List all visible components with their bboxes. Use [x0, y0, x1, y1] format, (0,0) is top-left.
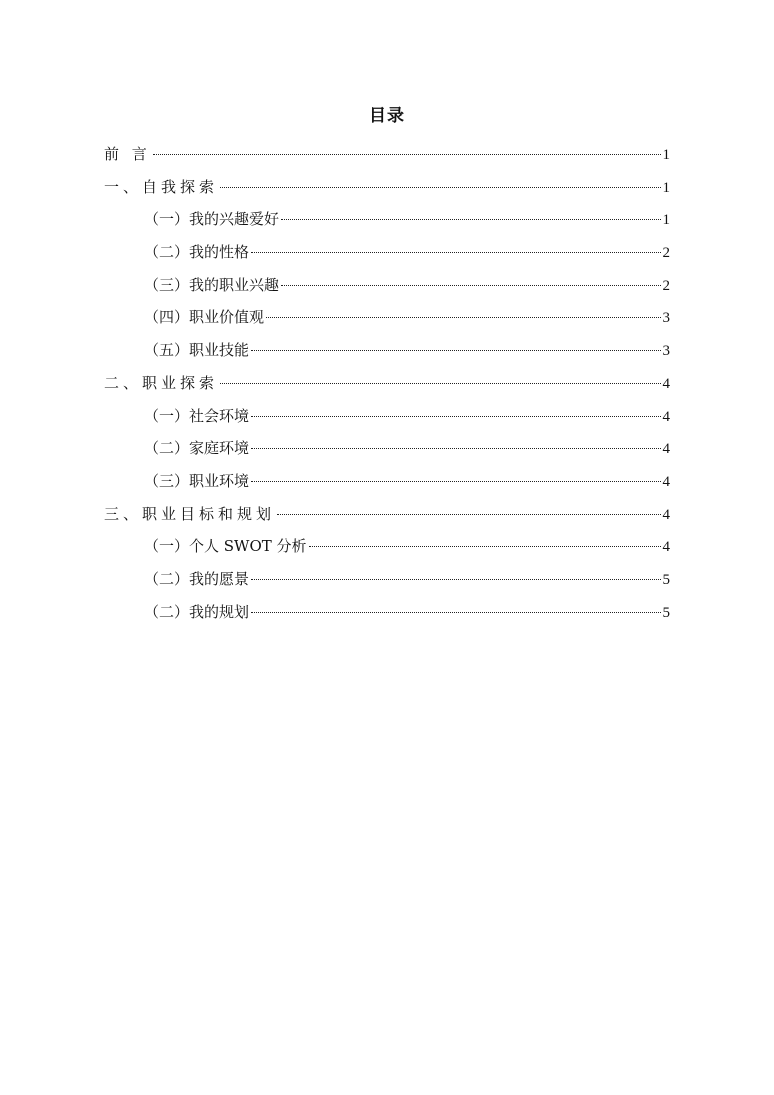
toc-entry-title: （一）社会环境 [144, 406, 250, 425]
toc-list [104, 142, 670, 632]
toc-entry-title: （一）我的兴趣爱好 [144, 210, 280, 229]
toc-page-number: 5 [662, 604, 670, 621]
toc-entry-title: （五）职业技能 [144, 341, 250, 360]
toc-entry[interactable] [104, 436, 670, 469]
toc-entry-title: （二）我的性格 [144, 243, 250, 262]
dot-leader [251, 416, 660, 417]
toc-entry[interactable] [104, 305, 670, 338]
toc-entry-title: （四）职业价值观 [144, 308, 265, 327]
toc-entry-title: （二）我的规划 [144, 602, 250, 621]
toc-page-number: 4 [662, 441, 670, 458]
toc-entry-title: 二、职业探索 [104, 373, 219, 392]
dot-leader [251, 448, 660, 449]
toc-page-number: 4 [662, 506, 670, 523]
toc-entry[interactable] [104, 469, 670, 502]
toc-page-number: 4 [662, 375, 670, 392]
toc-entry[interactable] [104, 207, 670, 240]
toc-entry-title: （二）我的愿景 [144, 569, 250, 588]
toc-page-number: 4 [662, 539, 670, 556]
dot-leader [220, 187, 660, 188]
toc-entry[interactable] [104, 502, 670, 535]
dot-leader [251, 579, 660, 580]
toc-entry[interactable] [104, 175, 670, 208]
toc-entry[interactable] [104, 273, 670, 306]
toc-entry[interactable] [104, 600, 670, 633]
toc-entry-title: 三、职业目标和规划 [104, 504, 276, 523]
dot-leader [266, 317, 660, 318]
toc-entry-title: （一）个人 SWOT 分析 [144, 537, 307, 556]
toc-page-number: 1 [662, 212, 670, 229]
toc-entry-title: （三）我的职业兴趣 [144, 275, 280, 294]
toc-page-number: 2 [662, 245, 670, 262]
toc-entry[interactable] [104, 404, 670, 437]
toc-page-number: 3 [662, 343, 670, 360]
dot-leader [277, 514, 660, 515]
toc-title: 目录 [369, 106, 405, 126]
toc-entry[interactable] [104, 142, 670, 175]
dot-leader [220, 383, 660, 384]
toc-entry[interactable] [104, 338, 670, 371]
toc-page-number: 5 [662, 571, 670, 588]
toc-entry-title: （三）职业环境 [144, 471, 250, 490]
dot-leader [251, 612, 660, 613]
dot-leader [251, 252, 660, 253]
toc-entry[interactable] [104, 567, 670, 600]
toc-page-number: 4 [662, 473, 670, 490]
toc-page-number: 4 [662, 408, 670, 425]
dot-leader [153, 154, 661, 155]
dot-leader [251, 481, 660, 482]
dot-leader [251, 350, 660, 351]
toc-page-number: 3 [662, 310, 670, 327]
toc-page-number: 1 [662, 179, 670, 196]
toc-entry[interactable] [104, 371, 670, 404]
toc-entry-title: 前 言 [104, 145, 151, 163]
toc-entry[interactable] [104, 240, 670, 273]
toc-entry-title: （二）家庭环境 [144, 439, 250, 458]
toc-page-number: 1 [662, 147, 670, 163]
toc-entry-title: 一、自我探索 [104, 177, 219, 196]
toc-page-number: 2 [662, 277, 670, 294]
dot-leader [281, 219, 660, 220]
toc-entry[interactable] [104, 534, 670, 567]
dot-leader [281, 285, 660, 286]
dot-leader [309, 546, 661, 547]
